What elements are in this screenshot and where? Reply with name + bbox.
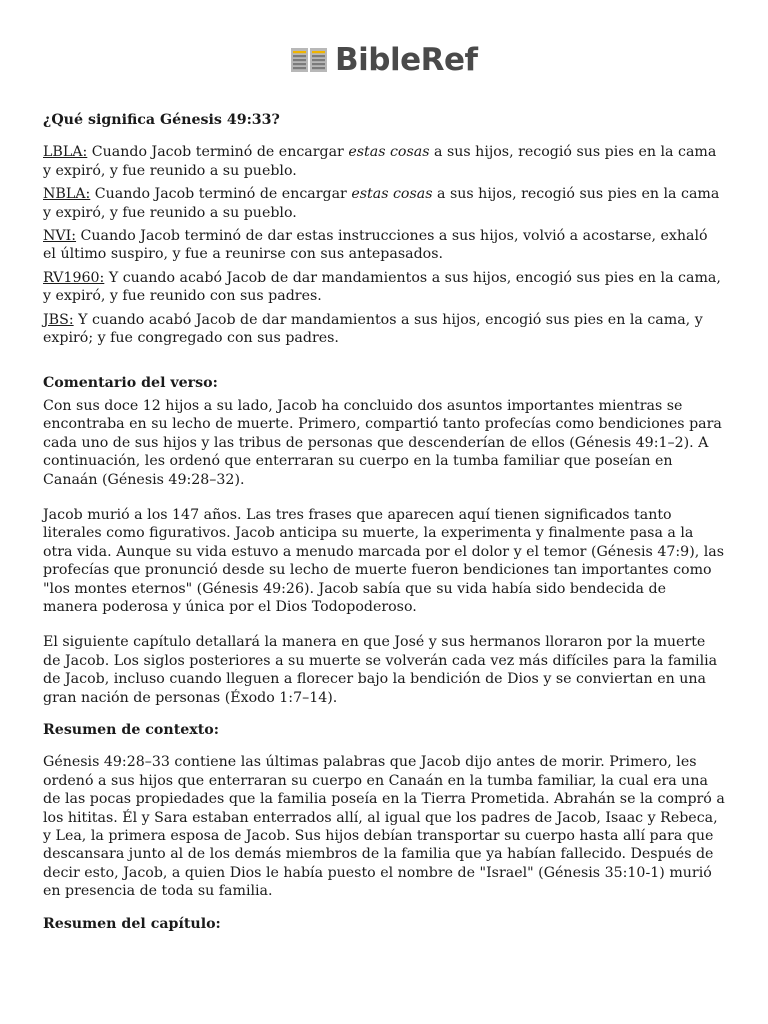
verse-text: Cuando Jacob terminó de encargar: [90, 186, 352, 203]
commentary-paragraph: Jacob murió a los 147 años. Las tres frases que aparecen aquí tienen significados tanto literales como figurativos. Jacob anticipa su muerte, la experimenta y finalmente pasa a la otra vida. Aunque su vida estuvo a menudo marcada por el dolor y el temor (Génesis 47:9), las profecías que pronunció desde su lecho de muerte fueron bendiciones tan importantes como "los montes eternos" (Génesis 49:26). Jacob sabía que su vida había sido bendecida de manera poderosa y única por el Dios Todopoderoso.: [43, 506, 725, 615]
commentary-paragraph: El siguiente capítulo detallará la manera en que José y sus hermanos lloraron por la muerte de Jacob. Los siglos posteriores a su muerte se volverán cada vez más difíciles para la familia de Jacob, incluso cuando lleguen a florecer bajo la bendición de Dios y se conviertan en una gran nación de personas (Éxodo 1:7–14).: [43, 634, 718, 706]
commentary-heading: Comentario del verso:: [43, 375, 218, 392]
verse-text: a sus hijos, recogió sus pies en la cama y expiró, y fue reunido a su pueblo.: [43, 186, 720, 221]
version-link-rv1960[interactable]: RV1960:: [43, 269, 105, 286]
version-link-jbs[interactable]: JBS:: [43, 311, 74, 328]
chapter-heading: Resumen del capítulo:: [43, 915, 221, 932]
verse-italic: estas cosas: [351, 186, 433, 203]
version-link-nbla[interactable]: NBLA:: [43, 186, 91, 203]
verse-text: Y cuando acabó Jacob de dar mandamientos a sus hijos, encogió sus pies en la cama, y expiró, y fue reunido con sus padres.: [43, 269, 721, 305]
verse-text: a sus hijos, recogió sus pies en la cama y expiró, y fue reunido a su pueblo.: [43, 144, 717, 179]
article-content: [43, 111, 725, 937]
verse-rv1960: [43, 269, 725, 306]
open-book-icon: [290, 45, 328, 75]
page-title: ¿Qué significa Génesis 49:33?: [43, 112, 280, 128]
verse-jbs: [43, 311, 725, 348]
verse-italic: estas cosas: [348, 144, 430, 161]
commentary-paragraph: Con sus doce 12 hijos a su lado, Jacob ha concluido dos asuntos importantes mientras se encontraba en su lecho de muerte. Primero, compartió tanto profecías como bendiciones para cada uno de sus hijos y las tribus de personas que descenderían de ellos (Génesis 49:1–2). A continuación, les ordenó que enterraran su cuerpo en la tumba familiar que poseían en Canaán (Génesis 49:28–32).: [43, 397, 722, 488]
verse-nvi: [43, 227, 725, 264]
verse-nbla: [43, 185, 725, 222]
context-heading: Resumen de contexto:: [43, 721, 220, 738]
version-link-lbla[interactable]: LBLA:: [43, 144, 88, 161]
version-link-nvi[interactable]: NVI:: [43, 228, 77, 245]
brand-logo[interactable]: [290, 42, 477, 78]
verse-text: Y cuando acabó Jacob de dar mandamientos a sus hijos, encogió sus pies en la cama, y expiró; y fue congregado con sus padres.: [43, 311, 703, 347]
spacer: [43, 352, 725, 374]
brand-name: BibleRef: [335, 42, 478, 78]
context-paragraph: Génesis 49:28–33 contiene las últimas palabras que Jacob dijo antes de morir. Primero, les ordenó a sus hijos que enterraran su cuerpo en Canaán en la tumba familiar, la cual era una de las pocas propiedades que la familia poseía en la Tierra Prometida. Abrahán se la compró a los hititas. Él y Sara estaban enterrados allí, al igual que los padres de Jacob, Isaac y Rebeca, y Lea, la primera esposa de Jacob. Sus hijos debían transportar su cuerpo hasta allí para que descansara junto al de los demás miembros de la familia que ya habían fallecido. Después de decir esto, Jacob, a quien Dios le había puesto el nombre de "Israel" (Génesis 35:10-1) murió en presencia de toda su familia.: [43, 754, 725, 900]
verse-lbla: [43, 143, 725, 180]
verse-text: Cuando Jacob terminó de encargar: [87, 144, 349, 161]
verse-text: Cuando Jacob terminó de dar estas instrucciones a sus hijos, volvió a acostarse, exhaló el último suspiro, y fue a reunirse con sus antepasados.: [43, 228, 708, 263]
